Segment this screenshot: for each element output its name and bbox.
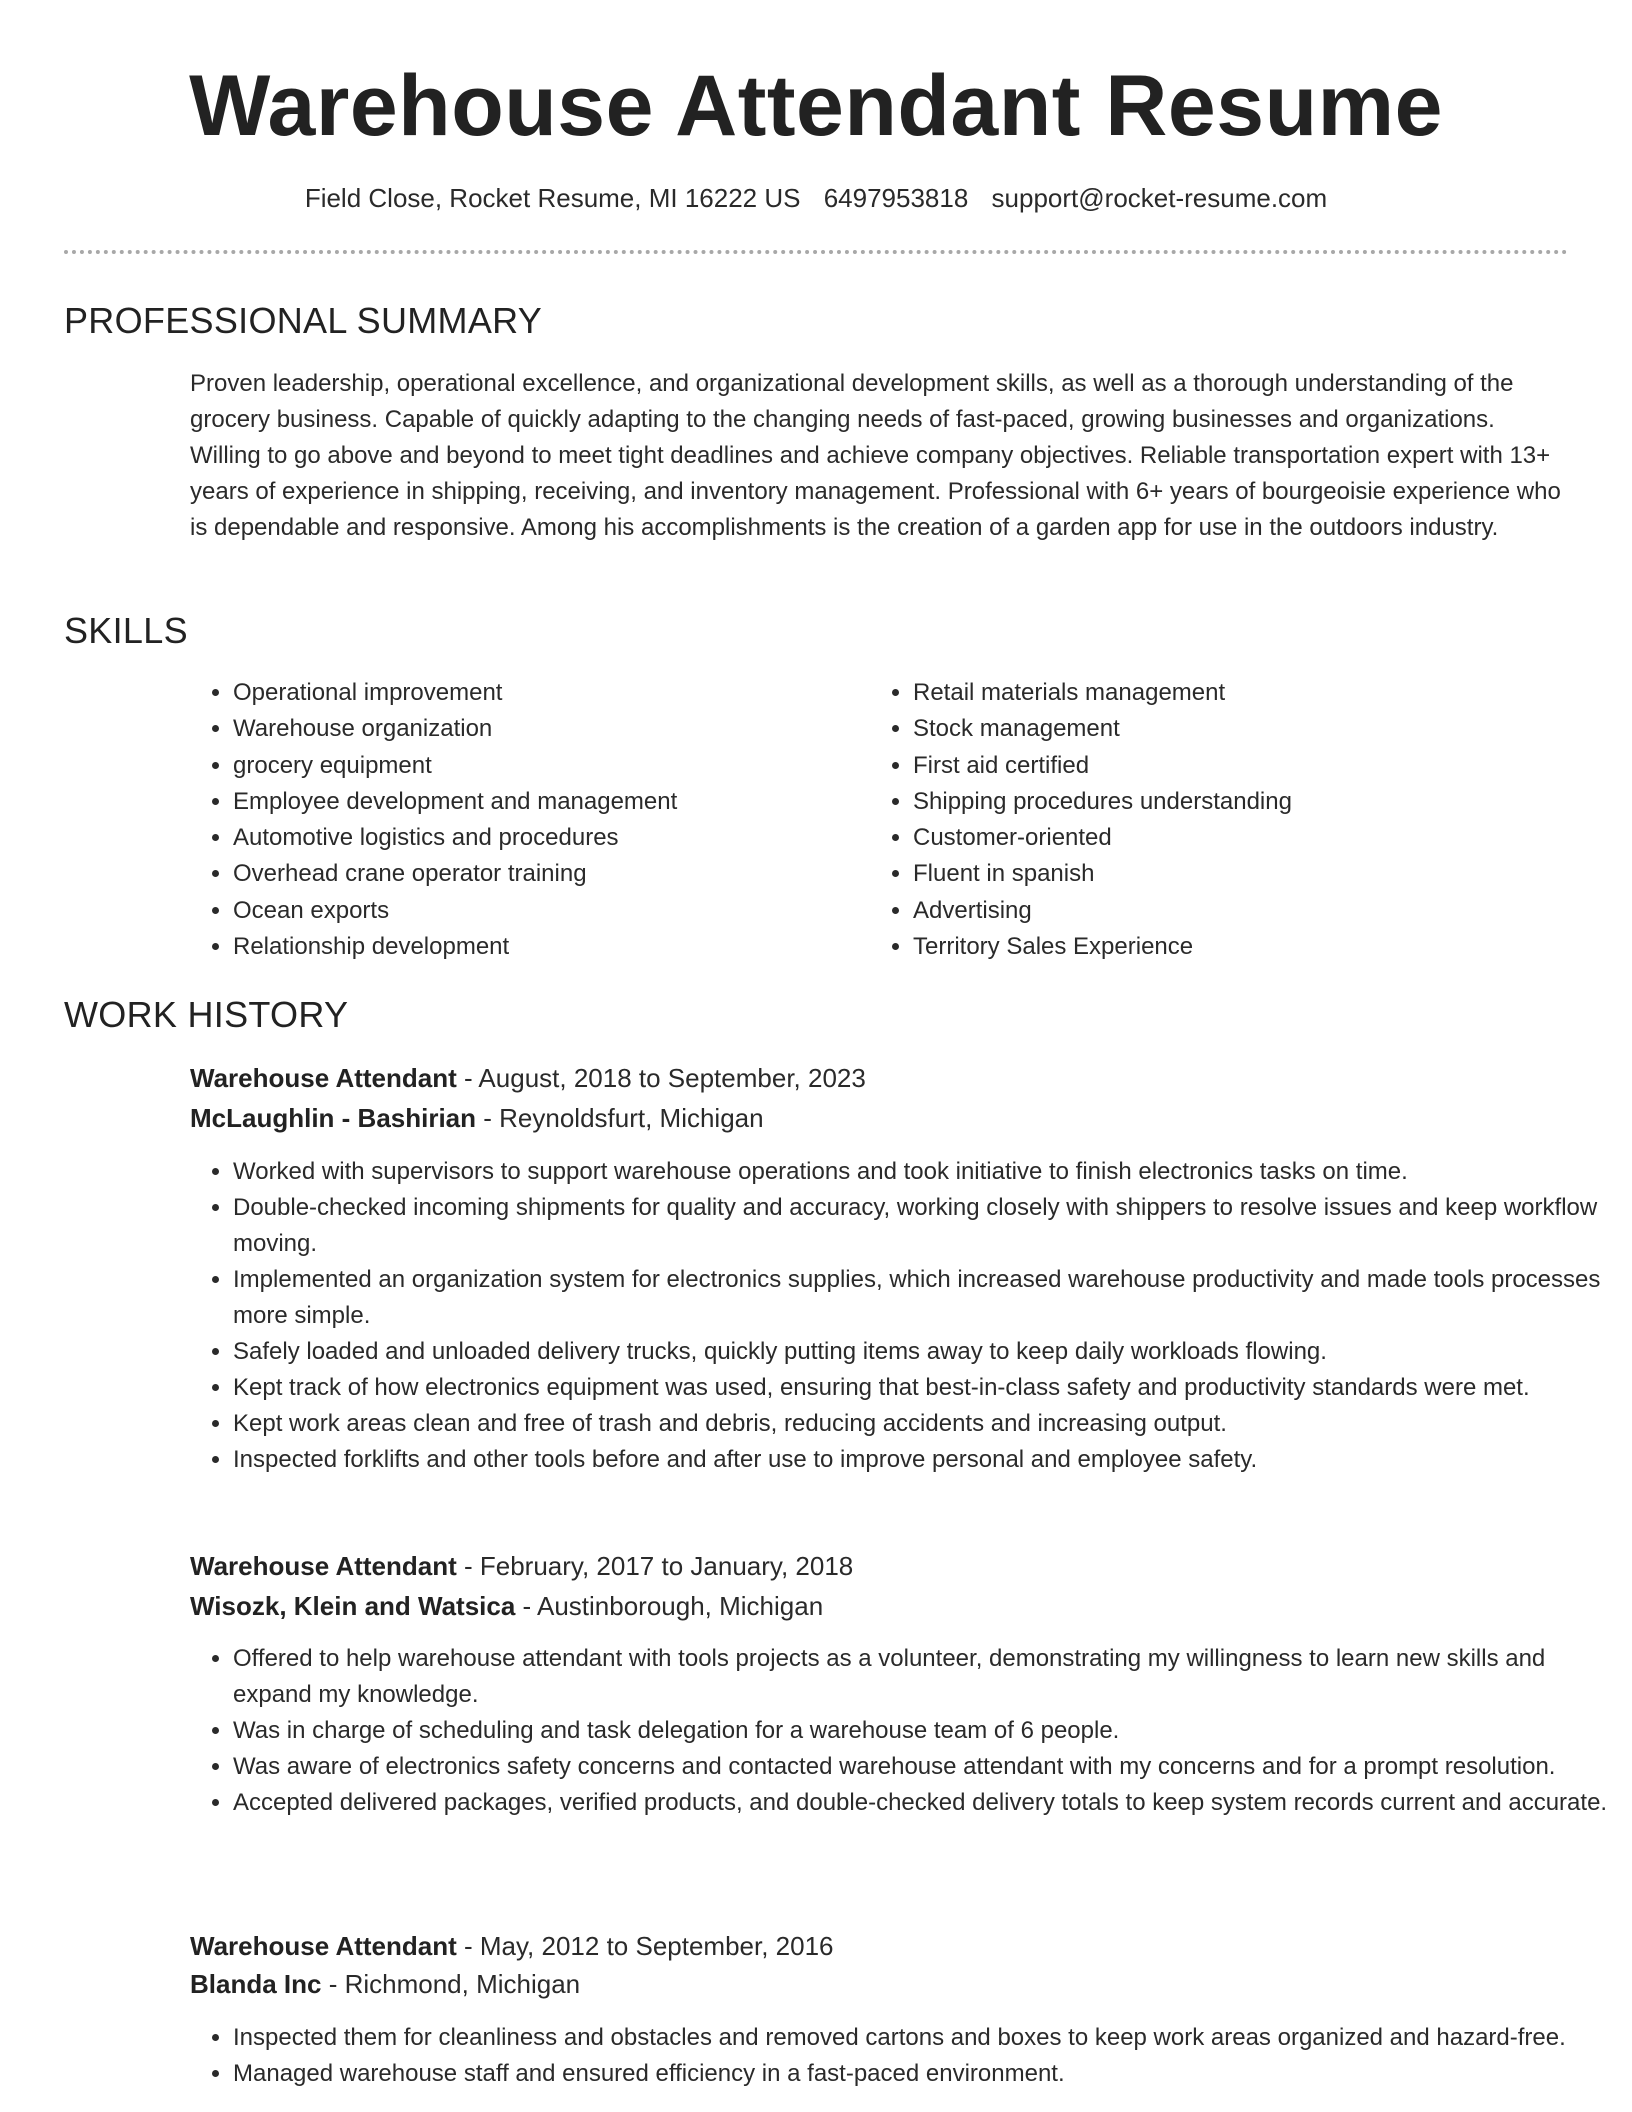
job-title: Warehouse Attendant [190, 1063, 457, 1093]
job-dates: - August, 2018 to September, 2023 [456, 1063, 866, 1093]
skill-item: • Overhead crane operator training [233, 856, 853, 892]
skills-list-right [870, 675, 1533, 965]
job-location: - Richmond, Michigan [321, 1969, 581, 1999]
contact-line [0, 180, 1632, 216]
job-title: Warehouse Attendant [190, 1551, 457, 1581]
job-dates: - May, 2012 to September, 2016 [456, 1931, 834, 1961]
duty-item: • Was aware of electronics safety concerns and contacted warehouse attendant with my concerns and for a prompt resolution. [233, 1749, 1613, 1785]
duty-item: • Managed warehouse staff and ensured efficiency in a fast-paced environment. [233, 2056, 1613, 2092]
job-company: Wisozk, Klein and Watsica [190, 1591, 516, 1621]
skill-item: • grocery equipment [233, 748, 853, 784]
skill-item: • Shipping procedures understanding [913, 784, 1533, 820]
job-dates: - February, 2017 to January, 2018 [456, 1551, 854, 1581]
contact-address: Field Close, Rocket Resume, MI 16222 US [304, 183, 801, 213]
skill-item: • Stock management [913, 711, 1533, 747]
skill-item: • Employee development and management [233, 784, 853, 820]
contact-phone: 6497953818 [823, 183, 969, 213]
duty-item: • Implemented an organization system for electronics supplies, which increased warehouse productivity and made tools processes more simple. [233, 1262, 1613, 1334]
job-duties-list [190, 1154, 1613, 1478]
skills-list-left [190, 675, 853, 965]
duty-item: • Kept work areas clean and free of trash and debris, reducing accidents and increasing output. [233, 1406, 1613, 1442]
skill-item: • Warehouse organization [233, 711, 853, 747]
skill-item: • Ocean exports [233, 893, 853, 929]
contact-email: support@rocket-resume.com [991, 183, 1328, 213]
skill-item: • Relationship development [233, 929, 853, 965]
job-company-line [190, 1966, 580, 2002]
header-divider [64, 250, 1568, 254]
duty-item: • Worked with supervisors to support warehouse operations and took initiative to finish electronics tasks on time. [233, 1154, 1613, 1190]
work-history-heading: WORK HISTORY [64, 994, 349, 1035]
summary-text: Proven leadership, operational excellence, and organizational development skills, as well as a thorough understanding of the grocery business. Capable of quickly adapting to the changing needs of fast-paced, growing businesses and organizations. Willing to go above and beyond to meet tight deadlines and achieve company objectives. Reliable transportation expert with 13+ years of experience in shipping, receiving, and inventory management. Professional with 6+ years of bourgeoisie experience who is dependable and responsive. Among his accomplishments is the creation of a garden app for use in the outdoors industry. [190, 370, 1561, 541]
resume-title: Warehouse Attendant Resume [189, 58, 1443, 154]
job-location: - Reynoldsfurt, Michigan [476, 1103, 764, 1133]
duty-item: • Safely loaded and unloaded delivery trucks, quickly putting items away to keep daily workloads flowing. [233, 1334, 1613, 1370]
job-title-line [190, 1548, 853, 1584]
duty-item: • Double-checked incoming shipments for quality and accuracy, working closely with shippers to resolve issues and keep workflow moving. [233, 1190, 1613, 1262]
duty-item: • Was in charge of scheduling and task delegation for a warehouse team of 6 people. [233, 1713, 1613, 1749]
skills-heading: SKILLS [64, 610, 188, 651]
duty-item: • Offered to help warehouse attendant with tools projects as a volunteer, demonstrating my willingness to learn new skills and expand my knowledge. [233, 1641, 1613, 1713]
job-title-line [190, 1060, 866, 1096]
job-company: McLaughlin - Bashirian [190, 1103, 477, 1133]
job-title-line [190, 1928, 834, 1964]
skill-item: • Territory Sales Experience [913, 929, 1533, 965]
job-company-line [190, 1100, 764, 1136]
skill-item: • First aid certified [913, 748, 1533, 784]
skill-item: • Advertising [913, 893, 1533, 929]
skill-item: • Operational improvement [233, 675, 853, 711]
skill-item: • Fluent in spanish [913, 856, 1533, 892]
job-duties-list [190, 1641, 1613, 1821]
skill-item: • Automotive logistics and procedures [233, 820, 853, 856]
duty-item: • Accepted delivered packages, verified products, and double-checked delivery totals to keep system records current and accurate. [233, 1785, 1613, 1821]
duty-item: • Inspected forklifts and other tools before and after use to improve personal and employee safety. [233, 1442, 1613, 1478]
duty-item: • Kept track of how electronics equipment was used, ensuring that best-in-class safety and productivity standards were met. [233, 1370, 1613, 1406]
duty-item: • Inspected them for cleanliness and obstacles and removed cartons and boxes to keep work areas organized and hazard-free. [233, 2020, 1613, 2056]
skill-item: • Customer-oriented [913, 820, 1533, 856]
job-company: Blanda Inc [190, 1969, 322, 1999]
job-location: - Austinborough, Michigan [515, 1591, 824, 1621]
job-duties-list [190, 2020, 1613, 2092]
job-title: Warehouse Attendant [190, 1931, 457, 1961]
summary-heading: PROFESSIONAL SUMMARY [64, 300, 543, 341]
skill-item: • Retail materials management [913, 675, 1533, 711]
job-company-line [190, 1588, 823, 1624]
